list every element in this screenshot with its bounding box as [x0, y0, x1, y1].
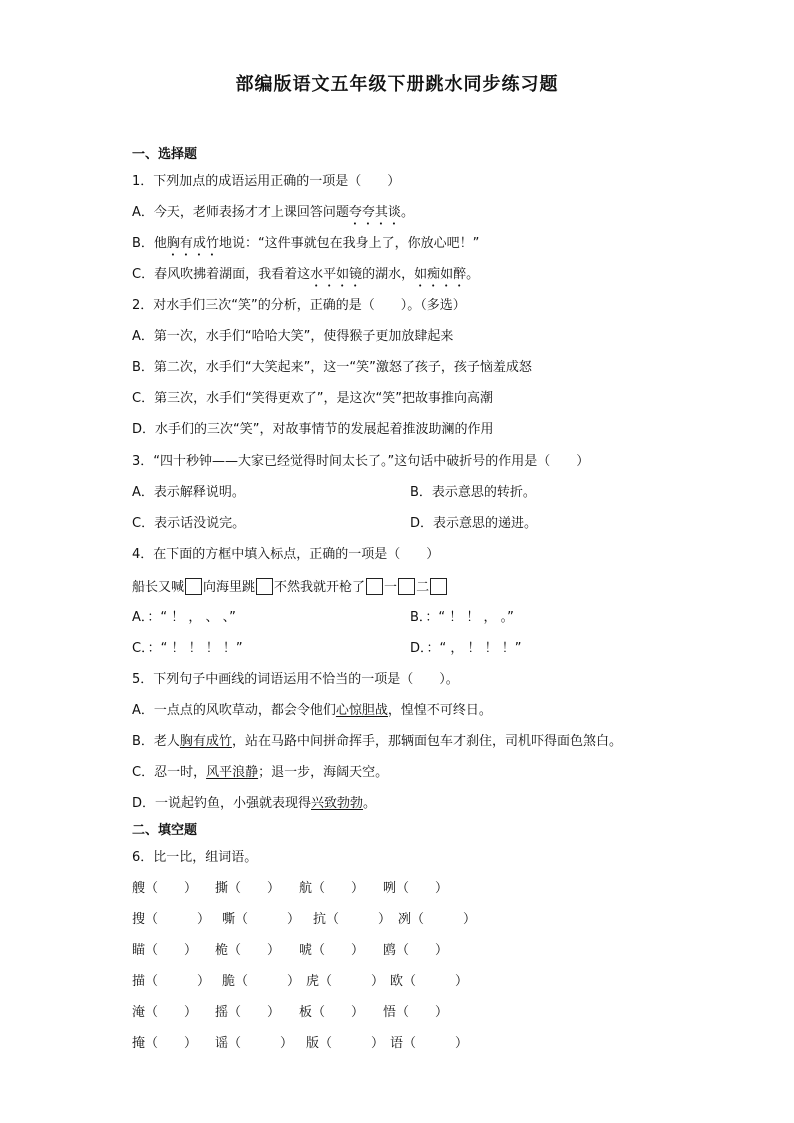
section-heading-choice: 一、选择题	[132, 147, 198, 162]
word-group-cell: 欧（ ）	[390, 974, 469, 989]
option-text: B．老人	[132, 734, 180, 749]
word-group-cell: 版（ ）	[306, 1036, 385, 1051]
sentence-text: 一	[384, 580, 398, 595]
question-1-option-c	[132, 267, 479, 290]
question-5-stem: 5．下列句子中画线的词语运用不恰当的一项是（ ）。	[132, 672, 459, 687]
question-4-option-a: A．：“ ！ ， 、 、”	[132, 610, 236, 625]
question-1-option-a	[132, 205, 414, 228]
word-group-cell: 板（ ）	[299, 1005, 365, 1020]
question-3-option-d: D．表示意思的递进。	[410, 516, 538, 531]
word-group-cell: 鸥（ ）	[383, 943, 449, 958]
word-group-cell: 艘（ ）	[132, 881, 198, 896]
question-4-option-b: B．：“ ！ ！ ， 。”	[410, 610, 514, 625]
question-5-option-b	[132, 734, 622, 750]
option-text: 的湖水，	[362, 267, 415, 282]
word-group-cell: 淹（ ）	[132, 1005, 198, 1020]
word-group-cell: 嘶（ ）	[222, 912, 301, 927]
question-3-stem: 3．“四十秒钟——大家已经觉得时间太长了。”这句话中破折号的作用是（ ）	[132, 454, 590, 469]
page-title: 部编版语文五年级下册跳水同步练习题	[235, 74, 559, 95]
question-4-option-d: D．：“ ， ！ ！ ！”	[410, 641, 522, 656]
word-group-cell: 撕（ ）	[215, 881, 281, 896]
underlined-word: 风平浪静	[206, 765, 259, 780]
word-group-cell: 掩（ ）	[132, 1036, 198, 1051]
word-group-cell: 描（ ）	[132, 974, 211, 989]
question-6-stem: 6．比一比，组词语。	[132, 850, 258, 865]
question-4-stem: 4．在下面的方框中填入标点，正确的一项是（ ）	[132, 547, 440, 562]
question-2-option-d: D．水手们的三次“笑”，对故事情节的发展起着推波助澜的作用	[132, 422, 494, 437]
punctuation-box[interactable]	[185, 578, 202, 595]
option-text: ；退一步，海阔天空。	[258, 765, 389, 780]
word-group-cell: 桅（ ）	[215, 943, 281, 958]
dotted-idiom: 胸有成竹	[166, 236, 219, 251]
option-text: A．今天，老师表扬	[132, 205, 245, 220]
section-heading-fill: 二、填空题	[132, 823, 198, 838]
punctuation-box[interactable]	[256, 578, 273, 595]
punctuation-box[interactable]	[398, 578, 415, 595]
word-group-cell: 脆（ ）	[222, 974, 301, 989]
option-text: C．忍一时，	[132, 765, 207, 780]
punctuation-box[interactable]	[366, 578, 383, 595]
sentence-text: 二	[416, 580, 430, 595]
underlined-word: 心惊胆战	[335, 703, 388, 718]
dotted-idiom: 如痴如醉	[414, 267, 467, 282]
question-3-option-a: A．表示解释说明。	[132, 485, 245, 500]
question-2-option-b: B．第二次，水手们“大笑起来”，这一“笑”激怒了孩子，孩子恼羞成怒	[132, 360, 532, 375]
question-1-option-b	[132, 236, 479, 259]
punctuation-box[interactable]	[430, 578, 447, 595]
sentence-text: 向海里跳	[203, 580, 256, 595]
question-5-option-d	[132, 796, 376, 812]
underlined-word: 兴致勃勃	[311, 796, 364, 811]
option-text: ，站在马路中间拼命挥手，那辆面包车才刹住，司机吓得面色煞白。	[231, 734, 622, 749]
option-text: 。	[400, 205, 414, 220]
option-text: A．一点点的风吹草动，都会令他们	[132, 703, 336, 718]
word-group-cell: 瞄（ ）	[132, 943, 198, 958]
dotted-idiom: 夸夸其谈	[348, 205, 401, 220]
sentence-text: 不然我就开枪了	[274, 580, 366, 595]
option-text: D．一说起钓鱼，小强就表现得	[132, 796, 312, 811]
question-3-option-b: B．表示意思的转折。	[410, 485, 536, 500]
word-group-cell: 谣（ ）	[215, 1036, 294, 1051]
word-group-cell: 悟（ ）	[383, 1005, 449, 1020]
question-2-stem: 2．对水手们三次“笑”的分析，正确的是（ ）。（多选）	[132, 298, 466, 313]
question-1-stem: 1．下列加点的成语运用正确的一项是（ ）	[132, 174, 401, 189]
word-group-cell: 虎（ ）	[306, 974, 385, 989]
question-5-option-c	[132, 765, 388, 781]
question-3-option-c: C．表示话没说完。	[132, 516, 246, 531]
question-2-option-c: C．第三次，水手们“笑得更欢了”，是这次“笑”把故事推向高潮	[132, 391, 494, 406]
option-text: 地说：“这件事就包在我身上了，你放心吧！”	[218, 236, 480, 251]
option-text: 。	[466, 267, 480, 282]
option-text: ，惶惶不可终日。	[387, 703, 492, 718]
underlined-word: 胸有成竹	[179, 734, 232, 749]
question-2-option-a: A．第一次，水手们“哈哈大笑”，使得猴子更加放肆起来	[132, 329, 454, 344]
option-text: 才才上课回答问题	[244, 205, 349, 220]
dotted-idiom: 水平如镜	[310, 267, 363, 282]
word-group-cell: 冽（ ）	[398, 912, 477, 927]
word-group-cell: 航（ ）	[299, 881, 365, 896]
question-5-option-a	[132, 703, 492, 719]
word-group-cell: 语（ ）	[390, 1036, 469, 1051]
option-text: C．春风吹拂着湖面，我看着这	[132, 267, 311, 282]
word-group-cell: 抗（ ）	[313, 912, 392, 927]
sentence-text: 船长又喊	[132, 580, 185, 595]
question-4-option-c: C．：“ ！ ！ ！ ！”	[132, 641, 243, 656]
word-group-cell: 咧（ ）	[383, 881, 449, 896]
option-text: B．他	[132, 236, 167, 251]
word-group-cell: 唬（ ）	[299, 943, 365, 958]
option-text: 。	[363, 796, 377, 811]
word-group-cell: 摇（ ）	[215, 1005, 281, 1020]
word-group-cell: 搜（ ）	[132, 912, 211, 927]
question-4-sentence	[132, 578, 448, 596]
